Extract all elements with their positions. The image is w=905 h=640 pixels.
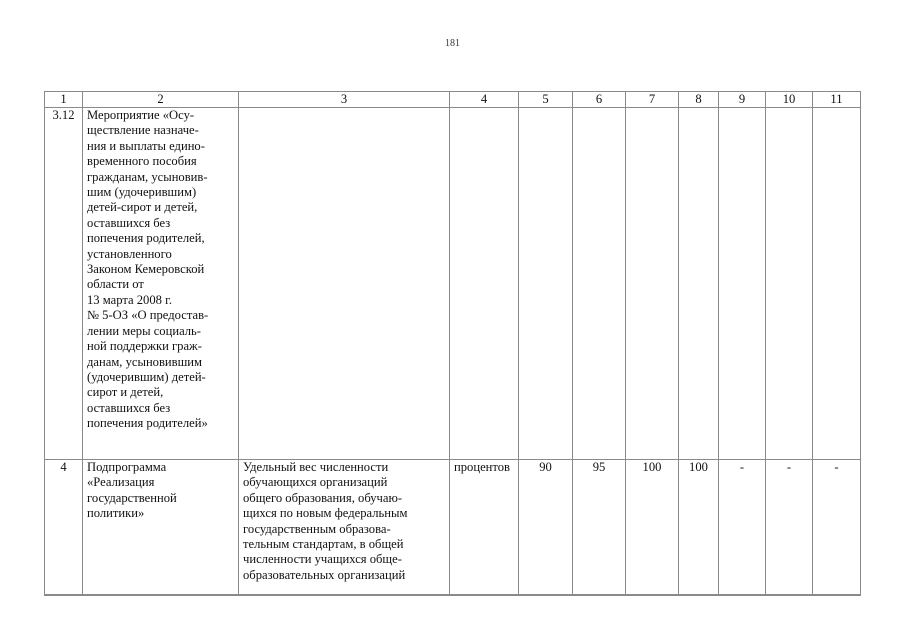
value-col-10: [766, 108, 813, 460]
indicator-name-line: щихся по новым федеральным: [243, 506, 408, 521]
activity-name-line: попечения родителей,: [87, 231, 205, 246]
activity-name-line: лении меры социаль-: [87, 323, 201, 338]
value-col-8: [679, 108, 719, 460]
column-header-8: 8: [679, 92, 719, 108]
activity-name-line: шим (удочерившим): [87, 185, 197, 200]
row-number: 4: [45, 460, 83, 596]
activity-name: [83, 460, 239, 596]
indicator-name-line: общего образования, обучаю-: [243, 490, 403, 505]
value-col-9: -: [719, 460, 766, 596]
indicators-table: [44, 91, 861, 596]
indicator-name-line: тельным стандартам, в общей: [243, 537, 404, 552]
activity-name-line: ществление назначе-: [87, 123, 199, 138]
activity-name-line: сирот и детей,: [87, 385, 164, 400]
indicator-name-line: государственным образова-: [243, 521, 391, 536]
activity-name-line: № 5-ОЗ «О предостав-: [87, 308, 209, 323]
activity-name-line: данам, усыновившим: [87, 354, 203, 369]
activity-name-line: Подпрограмма: [87, 460, 167, 474]
column-header-10: 10: [766, 92, 813, 108]
column-header-7: 7: [626, 92, 679, 108]
activity-name-line: (удочерившим) детей-: [87, 369, 206, 384]
indicator-name-line: образовательных организаций: [243, 567, 406, 582]
value-col-5: [519, 108, 573, 460]
activity-name-line: области от: [87, 277, 144, 292]
activity-name-line: гражданам, усыновив-: [87, 169, 208, 184]
activity-name-line: ния и выплаты едино-: [87, 138, 205, 153]
activity-name-line: попечения родителей»: [87, 416, 208, 431]
table-row: [45, 108, 861, 460]
column-header-2: 2: [83, 92, 239, 108]
activity-name-line: политики»: [87, 506, 145, 521]
column-header-11: 11: [813, 92, 861, 108]
column-header-5: 5: [519, 92, 573, 108]
value-col-9: [719, 108, 766, 460]
activity-name: [83, 108, 239, 460]
column-header-3: 3: [239, 92, 450, 108]
unit: [450, 108, 519, 460]
activity-name-line: временного пособия: [87, 154, 197, 169]
value-col-7: 100: [626, 460, 679, 596]
indicator-name-line: Удельный вес численности: [243, 460, 389, 474]
column-header-4: 4: [450, 92, 519, 108]
value-col-8: 100: [679, 460, 719, 596]
indicator-name: [239, 108, 450, 460]
activity-name-line: установленного: [87, 246, 172, 261]
activity-name-line: «Реализация: [87, 475, 155, 490]
value-col-5: 90: [519, 460, 573, 596]
activity-name-line: Законом Кемеровской: [87, 262, 205, 277]
indicator-name-line: численности учащихся обще-: [243, 552, 402, 567]
value-col-6: 95: [573, 460, 626, 596]
activity-name-line: детей-сирот и детей,: [87, 200, 198, 215]
column-header-9: 9: [719, 92, 766, 108]
activity-name-line: государственной: [87, 490, 177, 505]
indicator-name-line: обучающихся организаций: [243, 475, 388, 490]
value-col-10: -: [766, 460, 813, 596]
value-col-7: [626, 108, 679, 460]
indicator-name: [239, 460, 450, 596]
activity-name-line: Мероприятие «Осу-: [87, 108, 195, 122]
value-col-11: [813, 108, 861, 460]
activity-name-line: ной поддержки граж-: [87, 339, 202, 354]
unit: процентов: [450, 460, 519, 596]
table-row: [45, 460, 861, 596]
column-header-6: 6: [573, 92, 626, 108]
value-col-11: -: [813, 460, 861, 596]
page-number: 181: [445, 38, 460, 49]
column-number-header-row: [45, 92, 861, 108]
activity-name-line: 13 марта 2008 г.: [87, 292, 172, 307]
row-number: 3.12: [45, 108, 83, 460]
column-header-1: 1: [45, 92, 83, 108]
activity-name-line: оставшихся без: [87, 400, 171, 415]
activity-name-line: оставшихся без: [87, 215, 171, 230]
value-col-6: [573, 108, 626, 460]
